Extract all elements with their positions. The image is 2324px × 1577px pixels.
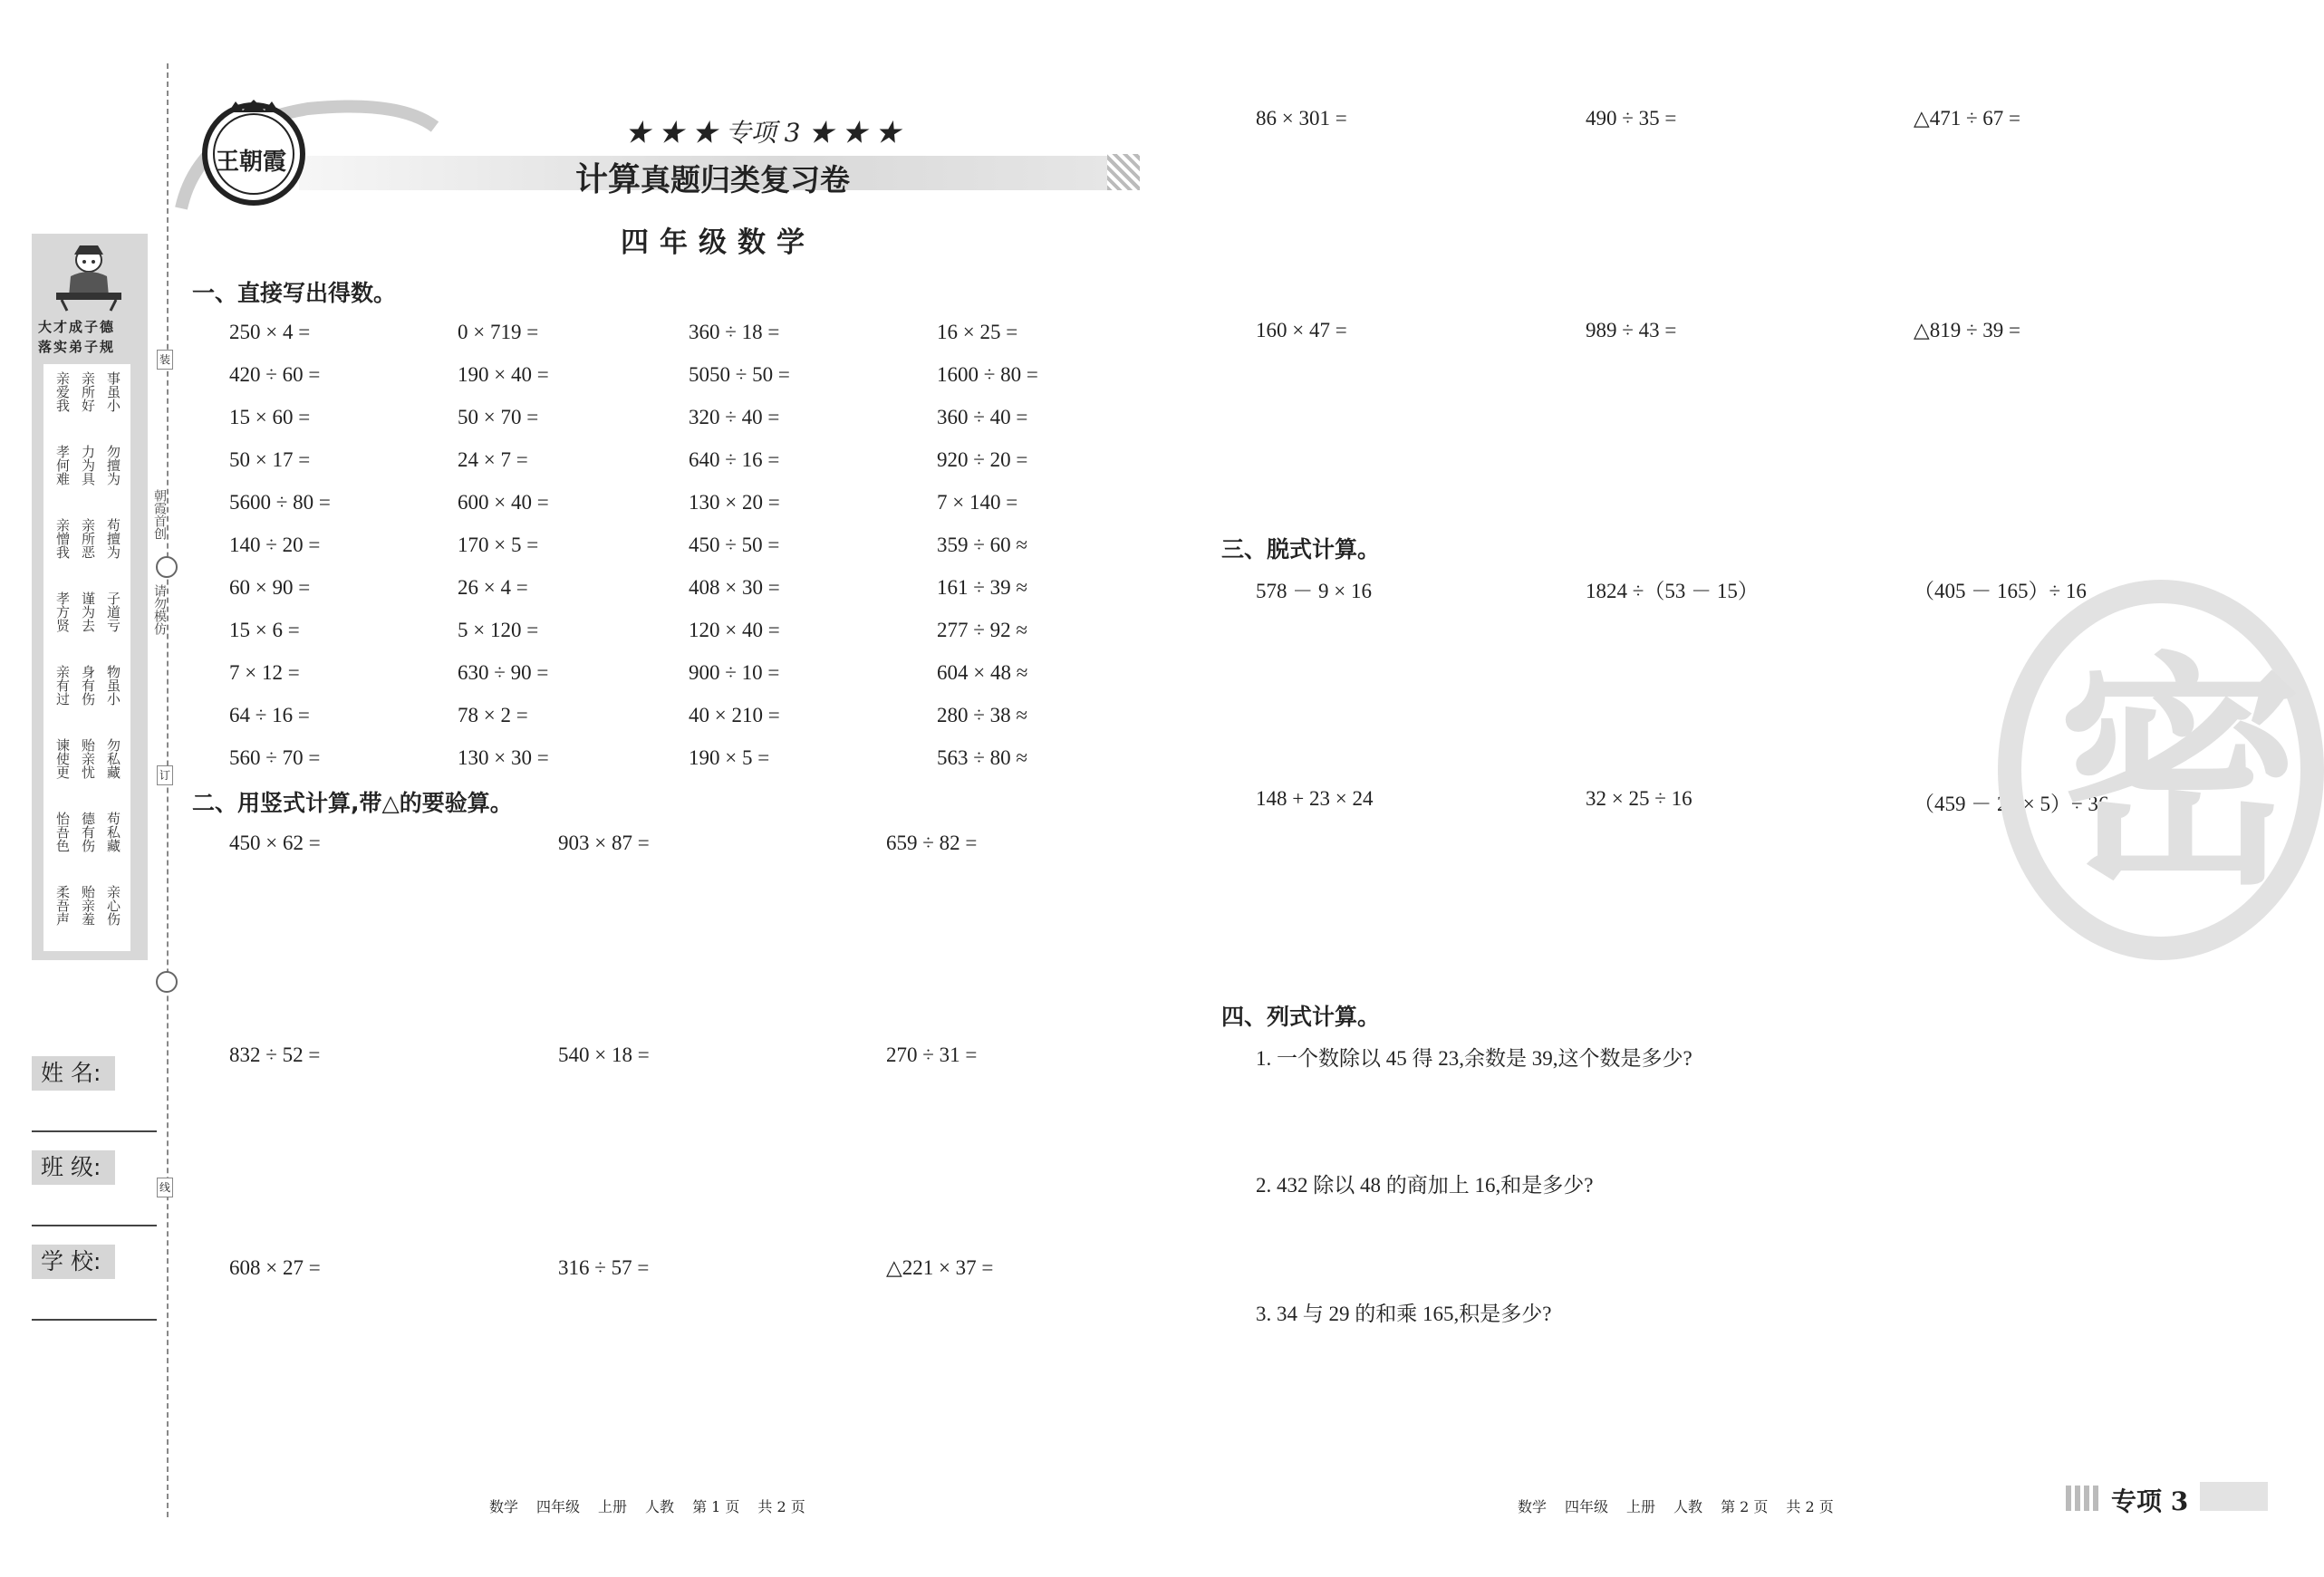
column-problem: △819 ÷ 39 = (1914, 319, 2021, 341)
oral-problem: 5600 ÷ 80 = (229, 491, 331, 514)
name-label: 姓 名: (32, 1056, 115, 1091)
corner-tag: 专项 3 (2111, 1486, 2189, 1516)
oral-problem: 600 × 40 = (458, 491, 549, 514)
oral-problem: 26 × 4 = (458, 576, 528, 599)
step-problem: （405 － 165）÷ 16 (1914, 580, 2087, 602)
footer-item: 人教 (1673, 1498, 1703, 1515)
motto-phrase: 柔吾声 (54, 885, 71, 926)
motto-phrase: 贻亲羞 (80, 885, 96, 926)
oral-problem: 190 × 40 = (458, 363, 549, 386)
vertical-note: 请勿模仿 (152, 584, 167, 635)
footer-item: 第 1 页 (692, 1498, 740, 1515)
oral-problem: 161 ÷ 39 ≈ (937, 576, 1027, 599)
oral-problem: 360 ÷ 40 = (937, 406, 1028, 428)
word-problem: 1. 一个数除以 45 得 23,余数是 39,这个数是多少? (1256, 1047, 1692, 1070)
motto-phrase: 苟私藏 (105, 812, 121, 852)
column-problem: 832 ÷ 52 = (229, 1043, 321, 1066)
binding-hole-icon (156, 556, 178, 578)
bind-mark: 线 (157, 1178, 173, 1197)
oral-problem: 563 ÷ 80 ≈ (937, 746, 1027, 769)
motto-phrase: 力为具 (80, 445, 96, 486)
oral-problem: 60 × 90 = (229, 576, 311, 599)
motto-phrase: 事虽小 (105, 371, 121, 412)
step-problem: 148 + 23 × 24 (1256, 787, 1374, 810)
oral-problem: 5 × 120 = (458, 619, 539, 641)
oral-problem: 190 × 5 = (689, 746, 770, 769)
oral-problem: 1600 ÷ 80 = (937, 363, 1038, 386)
oral-problem: 408 × 30 = (689, 576, 780, 599)
oral-problem: 360 ÷ 18 = (689, 321, 780, 343)
oral-problem: 420 ÷ 60 = (229, 363, 321, 386)
page-subtitle: 四年级数学 (621, 226, 815, 259)
footer-item: 共 2 页 (757, 1498, 805, 1515)
column-problem: 316 ÷ 57 = (558, 1256, 650, 1279)
motto-phrase: 亲憎我 (54, 518, 71, 559)
motto-phrase: 亲有过 (54, 665, 71, 706)
oral-problem: 50 × 17 = (229, 448, 311, 471)
oral-problem: 0 × 719 = (458, 321, 539, 343)
oral-problem: 450 ÷ 50 = (689, 534, 780, 556)
column-problem: 989 ÷ 43 = (1586, 319, 1677, 341)
column-problem: 450 × 62 = (229, 832, 321, 854)
word-problem: 2. 432 除以 48 的商加上 16,和是多少? (1256, 1174, 1594, 1197)
footer-item: 人教 (645, 1498, 675, 1515)
step-problem: 1824 ÷（53 － 15） (1586, 580, 1759, 602)
column-problem: 160 × 47 = (1256, 319, 1347, 341)
footer-item: 数学 (1518, 1498, 1548, 1515)
oral-problem: 7 × 12 = (229, 661, 300, 684)
footer-item: 四年级 (1565, 1498, 1609, 1515)
header-banner: ★ ★ ★ 专项 3 ★ ★ ★ (625, 118, 902, 148)
section1-heading: 一、直接写出得数。 (192, 280, 397, 306)
motto-phrase: 亲所好 (80, 371, 96, 412)
footer-item: 数学 (489, 1498, 519, 1515)
sidebar-slogan-2: 落实弟子规 (38, 339, 116, 355)
oral-problem: 7 × 140 = (937, 491, 1018, 514)
oral-problem: 170 × 5 = (458, 534, 539, 556)
oral-problem: 630 ÷ 90 = (458, 661, 549, 684)
motto-phrase: 身有伤 (80, 665, 96, 706)
header-title-rest: 真题归类复习卷 (641, 162, 851, 197)
column-problem: 903 × 87 = (558, 832, 650, 854)
class-field[interactable] (32, 1225, 157, 1226)
oral-problem: 24 × 7 = (458, 448, 528, 471)
column-problem: 86 × 301 = (1256, 107, 1347, 130)
school-label: 学 校: (32, 1245, 115, 1279)
seal-char: 密 (2058, 632, 2302, 918)
oral-problem: 78 × 2 = (458, 704, 528, 726)
motto-phrase: 谏使更 (54, 738, 71, 779)
oral-problem: 40 × 210 = (689, 704, 780, 726)
oral-problem: 130 × 20 = (689, 491, 780, 514)
motto-phrase: 勿私藏 (105, 738, 121, 779)
column-problem: 540 × 18 = (558, 1043, 650, 1066)
title-bar-dots (1107, 154, 1140, 190)
motto-phrase: 德有伤 (80, 812, 96, 852)
secret-seal-watermark (1998, 580, 2324, 960)
header-title (575, 154, 850, 200)
column-problem: 608 × 27 = (229, 1256, 321, 1279)
oral-problem: 277 ÷ 92 ≈ (937, 619, 1027, 641)
step-problem: 578 － 9 × 16 (1256, 580, 1372, 602)
oral-problem: 900 ÷ 10 = (689, 661, 780, 684)
oral-problem: 120 × 40 = (689, 619, 780, 641)
motto-phrase: 子道亏 (105, 591, 121, 632)
step-problem: 32 × 25 ÷ 16 (1586, 787, 1692, 810)
section3-heading: 三、脱式计算。 (1221, 536, 1381, 563)
footer-item: 上册 (1626, 1498, 1656, 1515)
motto-phrase: 亲心伤 (105, 885, 121, 926)
oral-problem: 640 ÷ 16 = (689, 448, 780, 471)
motto-phrase: 物虽小 (105, 665, 121, 706)
step-problem: （459 － 27 × 5）÷ 36 (1914, 793, 2109, 815)
header-title-bold: 计算 (575, 161, 641, 198)
column-problem: △221 × 37 = (886, 1256, 994, 1279)
column-problem: 490 ÷ 35 = (1586, 107, 1677, 130)
motto-phrase: 谨为去 (80, 591, 96, 632)
oral-problem: 359 ÷ 60 ≈ (937, 534, 1027, 556)
logo-text: 王朝霞 (216, 149, 287, 176)
motto-phrase: 勿擅为 (105, 445, 121, 486)
motto-phrase: 亲爱我 (54, 371, 71, 412)
motto-phrase: 孝方贤 (54, 591, 71, 632)
oral-problem: 5050 ÷ 50 = (689, 363, 790, 386)
oral-problem: 920 ÷ 20 = (937, 448, 1028, 471)
motto-phrase: 贻亲忧 (80, 738, 96, 779)
section4-heading: 四、列式计算。 (1221, 1004, 1381, 1030)
school-field[interactable] (32, 1319, 157, 1321)
column-problem: 270 ÷ 31 = (886, 1043, 978, 1066)
class-label: 班 级: (32, 1150, 115, 1185)
footer-left (489, 1495, 824, 1516)
oral-problem: 130 × 30 = (458, 746, 549, 769)
binding-hole-icon (156, 971, 178, 993)
vertical-note: 朝霞首创 (152, 489, 167, 540)
oral-problem: 250 × 4 = (229, 321, 311, 343)
column-problem: △471 ÷ 67 = (1914, 107, 2021, 130)
sidebar-slogan-1: 大才成子德 (38, 319, 116, 335)
motto-phrase: 怡吾色 (54, 812, 71, 852)
oral-problem: 15 × 6 = (229, 619, 300, 641)
oral-problem: 320 ÷ 40 = (689, 406, 780, 428)
oral-problem: 50 × 70 = (458, 406, 539, 428)
corner-dots (2066, 1486, 2102, 1511)
bind-mark: 订 (157, 765, 173, 785)
motto-phrase: 孝何难 (54, 445, 71, 486)
section2-heading: 二、用竖式计算,带△的要验算。 (192, 790, 513, 816)
footer-item: 四年级 (536, 1498, 581, 1515)
footer-item: 共 2 页 (1786, 1498, 1834, 1515)
cartoon-figure-icon (43, 240, 134, 313)
footer-item: 第 2 页 (1721, 1498, 1769, 1515)
footer-item: 上册 (598, 1498, 628, 1515)
oral-problem: 604 × 48 ≈ (937, 661, 1028, 684)
binding-line (167, 63, 169, 1517)
bind-mark: 装 (157, 350, 173, 370)
corner-bar (2200, 1482, 2268, 1511)
oral-problem: 280 ÷ 38 ≈ (937, 704, 1027, 726)
oral-problem: 15 × 60 = (229, 406, 311, 428)
motto-phrase: 亲所恶 (80, 518, 96, 559)
column-problem: 659 ÷ 82 = (886, 832, 978, 854)
oral-problem: 140 ÷ 20 = (229, 534, 321, 556)
footer-right (1518, 1495, 1852, 1516)
oral-problem: 64 ÷ 16 = (229, 704, 310, 726)
name-field[interactable] (32, 1130, 157, 1132)
word-problem: 3. 34 与 29 的和乘 165,积是多少? (1256, 1303, 1552, 1325)
oral-problem: 560 ÷ 70 = (229, 746, 321, 769)
oral-problem: 16 × 25 = (937, 321, 1018, 343)
motto-phrase: 苟擅为 (105, 518, 121, 559)
